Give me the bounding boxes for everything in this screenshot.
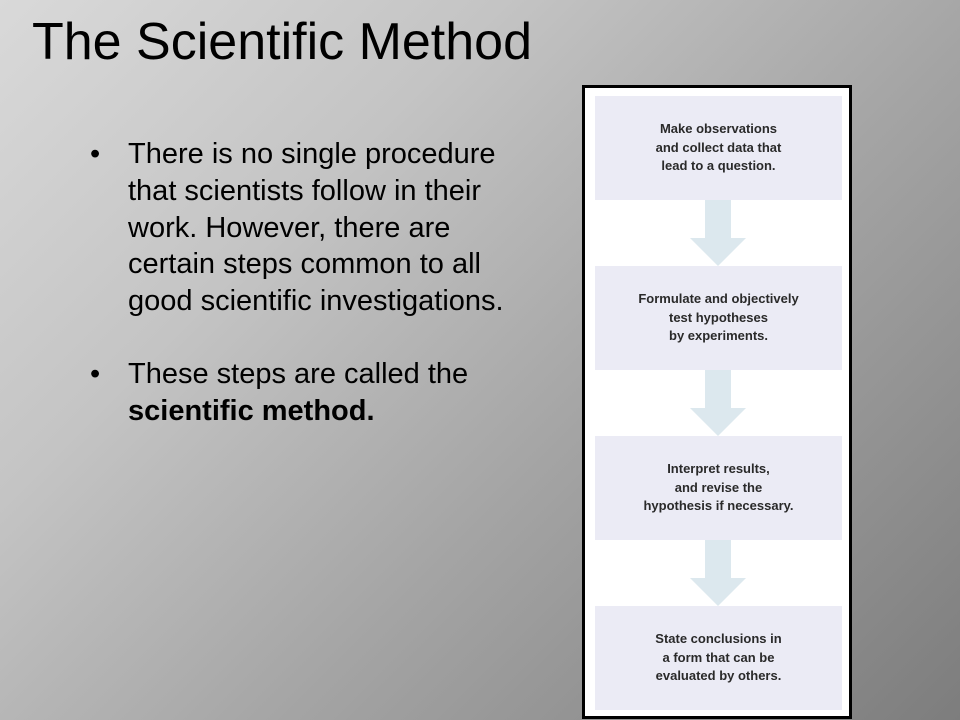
bullet-text: There is no single procedure that scientists follow in their work. However, there are certain steps common to all good scientific investigations. [128,138,504,318]
bullet-text-plain: These steps are called the [128,358,469,391]
bullet-text-bold: scientific method. [128,394,375,427]
flowchart [595,96,842,711]
down-arrow-icon [690,540,746,606]
slide-title: The Scientific Method [32,13,533,71]
bullet-dot-icon: • [90,138,101,170]
bullet-text [128,356,508,430]
bullet-dot-icon: • [90,358,101,391]
flow-step-observe: Make observations and collect data that lead to a question. [595,96,842,200]
down-arrow-icon [690,370,746,436]
flow-step-conclude: State conclusions in a form that can be evaluated by others. [595,606,842,710]
bullet-item [88,136,508,320]
bullet-item [88,356,508,430]
flowchart-panel [582,85,852,719]
bullet-list [88,136,508,466]
down-arrow-icon [690,200,746,266]
flow-step-hypothesize: Formulate and objectively test hypotheses by experiments. [595,266,842,370]
flow-step-interpret: Interpret results, and revise the hypothesis if necessary. [595,436,842,540]
